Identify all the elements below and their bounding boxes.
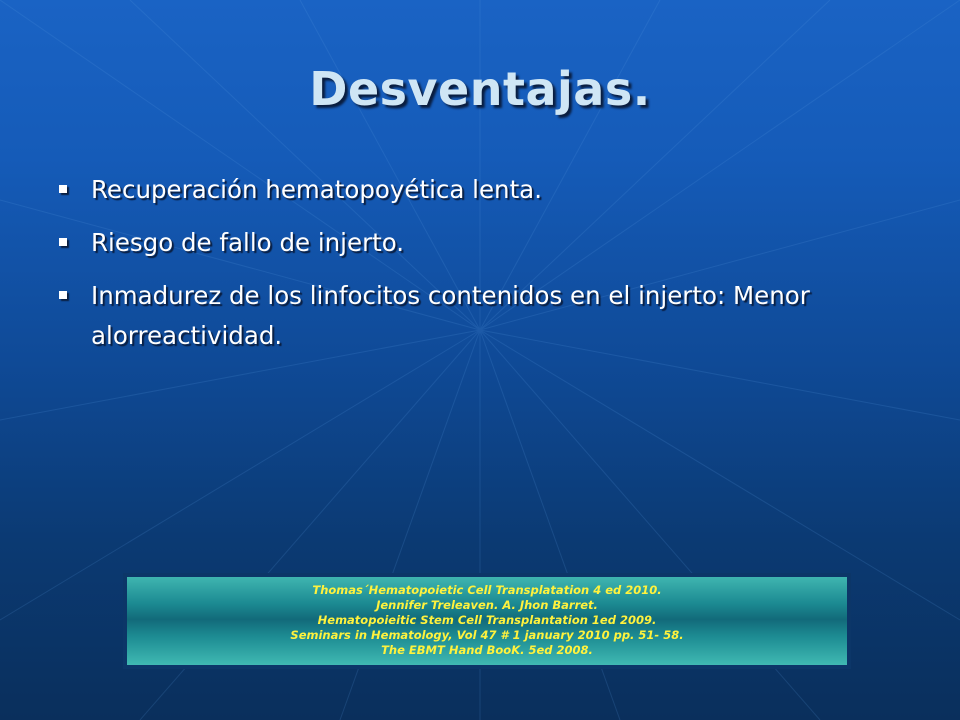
square-bullet-icon <box>59 291 67 299</box>
bullet-text: Riesgo de fallo de injerto. <box>91 228 405 257</box>
bullet-text: Inmadurez de los linfocitos contenidos en el injerto: Menor alorreactividad. <box>91 281 810 350</box>
reference-line: Hematopoieitic Stem Cell Transplantation 1ed 2009. <box>317 613 657 627</box>
square-bullet-icon <box>59 238 67 246</box>
square-bullet-icon <box>59 185 67 193</box>
reference-line: Jennifer Treleaven. A. Jhon Barret. <box>376 598 598 612</box>
reference-line: Seminars in Hematology, Vol 47 # 1 january 2010 pp. 51- 58. <box>290 628 684 642</box>
bullet-list <box>55 170 915 369</box>
references-box <box>123 573 851 669</box>
bullet-text: Recuperación hematopoyética lenta. <box>91 175 542 204</box>
bullet-item <box>55 223 915 263</box>
reference-line: The EBMT Hand BooK. 5ed 2008. <box>381 643 593 657</box>
reference-line: Thomas´Hematopoietic Cell Transplatation 4 ed 2010. <box>312 583 662 597</box>
slide-title: Desventajas. <box>309 62 651 116</box>
bullet-item <box>55 276 915 356</box>
bullet-item <box>55 170 915 210</box>
references-panel <box>127 577 847 665</box>
